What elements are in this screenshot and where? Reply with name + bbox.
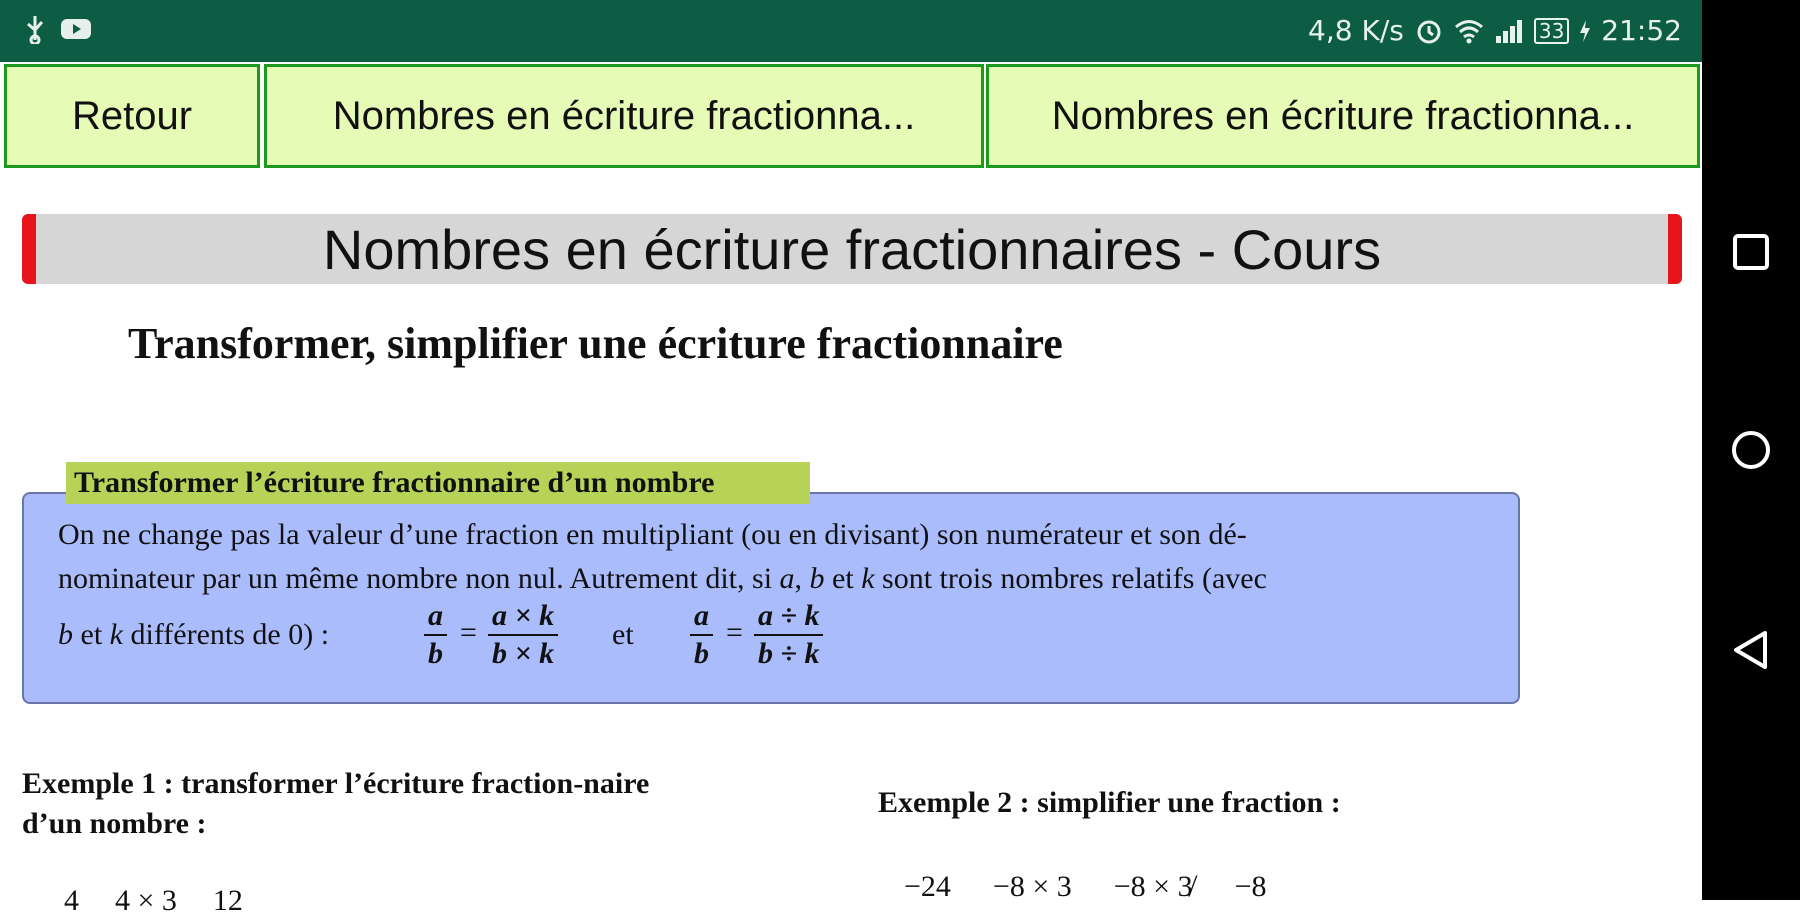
youtube-icon — [60, 17, 92, 41]
formula2-rhs-fraction: a ÷ k b ÷ k — [754, 598, 823, 672]
formula1-equals: = — [460, 616, 477, 649]
definition-line-3: b et k différents de 0) : — [58, 618, 330, 651]
example-1-term: 4 × 3 — [115, 884, 177, 917]
charging-icon — [1579, 19, 1591, 43]
example-1-expression — [64, 884, 243, 918]
example-2-term: −24 — [904, 870, 951, 903]
definition-box — [22, 492, 1520, 704]
example-2-expression — [904, 870, 1267, 904]
example-2-term: −8 — [1234, 870, 1267, 903]
example-2-term: −8 × 3̸ — [1113, 870, 1193, 903]
tab-fractions-1[interactable] — [264, 64, 984, 168]
recent-apps-icon[interactable] — [1731, 232, 1771, 277]
example-1-heading: Exemple 1 : transformer l’écriture fraction-naire d’un nombre : — [22, 767, 650, 840]
example-2-term: −8 × 3 — [992, 870, 1072, 903]
battery-icon — [1534, 18, 1569, 44]
formula1-lhs-fraction: a b — [424, 598, 447, 672]
example-1-term: 4 — [64, 884, 79, 917]
page-title: Nombres en écriture fractionnaires - Cours — [22, 214, 1682, 284]
example-1-term: 12 — [212, 884, 243, 917]
network-speed: 4,8 K/s — [1308, 14, 1404, 47]
wifi-icon — [1454, 18, 1484, 44]
status-left-icons — [24, 14, 92, 44]
formula1-rhs-fraction: a × k b × k — [488, 598, 558, 672]
usb-icon — [24, 14, 46, 44]
definition-line-1: On ne change pas la valeur d’une fraction en multipliant (ou en divisant) son numérateur et son dé- — [58, 518, 1247, 551]
tab-fractions-2-label: Nombres en écriture fractionna... — [1051, 93, 1635, 138]
formula-connector-et: et — [612, 618, 634, 651]
status-right — [1308, 14, 1682, 47]
status-bar — [0, 0, 1702, 62]
signal-icon — [1494, 18, 1524, 44]
back-icon[interactable] — [1731, 630, 1771, 675]
section-subtitle: Transformer, simplifier une écriture fractionnaire — [128, 319, 1063, 368]
tab-fractions-1-label: Nombres en écriture fractionna... — [332, 93, 916, 138]
example-2-heading: Exemple 2 : simplifier une fraction : — [878, 786, 1341, 819]
back-button-label: Retour — [71, 93, 193, 138]
definition-line-2: nominateur par un même nombre non nul. Autrement dit, si a, b et k sont trois nombres relatifs (avec — [58, 562, 1267, 595]
nav-bar — [0, 62, 1702, 172]
formula2-equals: = — [726, 616, 743, 649]
formula2-lhs-fraction: a b — [690, 598, 713, 672]
battery-level: 33 — [1534, 18, 1569, 44]
clock: 21:52 — [1601, 14, 1682, 47]
back-button[interactable] — [4, 64, 260, 168]
definition-tab-label: Transformer l’écriture fractionnaire d’un nombre — [66, 462, 810, 504]
system-nav-bar — [1702, 0, 1800, 900]
alarm-icon — [1414, 16, 1444, 46]
tab-fractions-2[interactable] — [986, 64, 1700, 168]
home-icon[interactable] — [1731, 430, 1771, 475]
